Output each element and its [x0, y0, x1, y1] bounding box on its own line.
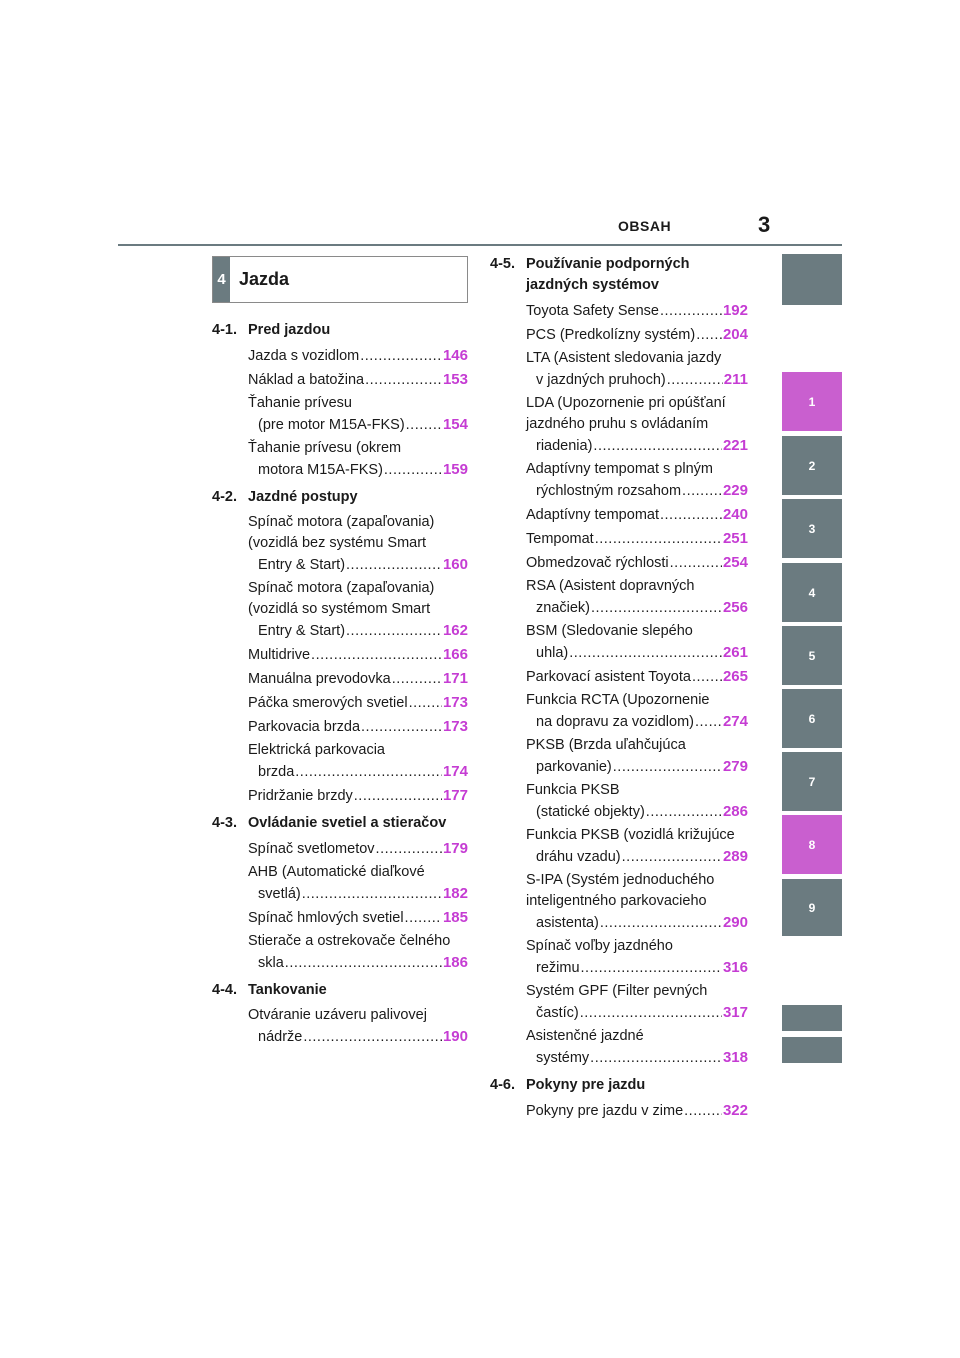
toc-entry[interactable]	[526, 735, 748, 778]
leader-dots	[581, 958, 722, 979]
toc-entry[interactable]	[248, 369, 468, 391]
chapter-tab[interactable]: 9	[782, 879, 842, 936]
toc-entry-text-line: Asistenčné jazdné	[526, 1028, 644, 1044]
toc-entry-text-line: Spínač motora (zapaľovania)	[248, 514, 435, 530]
toc-entry-last-line	[526, 1100, 748, 1122]
toc-entry-last-line	[526, 369, 748, 391]
toc-entry[interactable]	[526, 324, 748, 346]
toc-entry-label: (statické objekty)	[536, 804, 645, 820]
toc-page-link[interactable]: 146	[442, 347, 468, 364]
toc-entry-label: parkovanie)	[536, 759, 612, 775]
section-heading	[212, 256, 468, 303]
toc-entry-last-line	[526, 1002, 748, 1024]
toc-group-number: 4-3.	[212, 815, 237, 831]
toc-group	[212, 980, 468, 1048]
toc-page-link[interactable]: 279	[722, 758, 748, 775]
leader-dots	[360, 346, 442, 367]
toc-entry-label: asistenta)	[536, 915, 599, 931]
leader-dots	[580, 1003, 722, 1024]
toc-entry[interactable]	[526, 870, 748, 934]
leader-dots	[406, 415, 442, 436]
toc-group-heading	[212, 320, 468, 341]
chapter-tab[interactable]	[782, 1005, 842, 1031]
leader-dots	[361, 717, 442, 738]
section-title: Jazda	[239, 269, 290, 289]
toc-entry-last-line	[248, 345, 468, 367]
toc-entry-last-line	[526, 756, 748, 778]
toc-entry[interactable]	[526, 459, 748, 502]
page-header-title: OBSAH	[618, 218, 672, 234]
page-number: 3	[758, 212, 771, 237]
toc-entry-text-line: Funkcia RCTA (Upozornenie	[526, 692, 710, 708]
toc-page-link[interactable]: 190	[442, 1028, 468, 1045]
chapter-tab[interactable]: 3	[782, 499, 842, 558]
toc-entry[interactable]	[248, 668, 468, 690]
toc-group-heading	[212, 487, 468, 508]
toc-entry-text-line: (vozidlá bez systému Smart	[248, 535, 427, 551]
leader-dots	[593, 436, 722, 457]
toc-entry-label: Páčka smerových svetiel	[248, 695, 408, 711]
toc-page-link[interactable]: 159	[442, 461, 468, 478]
toc-entry[interactable]	[248, 393, 468, 436]
toc-entry-label: Tempomat	[526, 531, 594, 547]
toc-entry-last-line	[526, 666, 748, 688]
toc-entry-label: Toyota Safety Sense	[526, 303, 659, 319]
toc-entry[interactable]	[526, 1026, 748, 1069]
toc-page-link[interactable]: 256	[722, 599, 748, 616]
toc-entry-text-line: Systém GPF (Filter pevných	[526, 983, 708, 999]
leader-dots	[295, 762, 442, 783]
leader-dots	[569, 643, 722, 664]
toc-entry[interactable]	[248, 931, 468, 974]
toc-entry-last-line	[248, 369, 468, 391]
toc-entry-label: systémy	[536, 1050, 590, 1066]
toc-group	[212, 487, 468, 807]
toc-entry-label: Náklad a batožina	[248, 372, 365, 388]
leader-dots	[696, 325, 722, 346]
toc-entry-last-line	[248, 1026, 468, 1048]
toc-entry[interactable]	[526, 666, 748, 688]
toc-entry-last-line	[248, 414, 468, 436]
toc-entry[interactable]	[526, 504, 748, 526]
leader-dots	[392, 669, 442, 690]
leader-dots	[303, 1027, 442, 1048]
toc-entry-last-line	[248, 907, 468, 929]
toc-entry-label: Adaptívny tempomat	[526, 507, 659, 523]
toc-entry[interactable]	[248, 716, 468, 738]
toc-entry-last-line	[526, 1047, 748, 1069]
toc-page-link[interactable]: 192	[722, 302, 748, 319]
toc-entry-label: PCS (Predkolízny systém)	[526, 327, 696, 343]
toc-entry-label: Spínač hmlových svetiel	[248, 910, 404, 926]
toc-entry-last-line	[248, 644, 468, 666]
toc-group-title: Používanie podporných jazdných systémov	[526, 256, 690, 293]
toc-page-link[interactable]: 265	[722, 668, 748, 685]
leader-dots	[695, 712, 722, 733]
toc-page-link[interactable]: 289	[722, 848, 748, 865]
toc-entry-last-line	[526, 597, 748, 619]
toc-page-link[interactable]: 174	[442, 763, 468, 780]
leader-dots	[660, 301, 722, 322]
leader-dots	[384, 460, 442, 481]
chapter-tab[interactable]: 2	[782, 436, 842, 495]
leader-dots	[667, 370, 723, 391]
toc-entry[interactable]	[526, 1100, 748, 1122]
toc-group-number: 4-1.	[212, 322, 237, 338]
toc-group	[212, 813, 468, 974]
toc-group-title: Pokyny pre jazdu	[526, 1077, 646, 1093]
toc-group	[212, 320, 468, 481]
chapter-tab[interactable]	[782, 254, 842, 305]
leader-dots	[660, 505, 722, 526]
toc-entry-label: brzda	[258, 764, 295, 780]
toc-entry-text-line: Spínač motora (zapaľovania)	[248, 580, 435, 596]
toc-entry-last-line	[526, 300, 748, 322]
toc-entry-label: značiek)	[536, 600, 590, 616]
toc-page-link[interactable]: 274	[722, 713, 748, 730]
toc-entry-text-line: inteligentného parkovacieho	[526, 893, 707, 909]
leader-dots	[595, 529, 722, 550]
toc-entry-last-line	[248, 554, 468, 576]
toc-entry[interactable]	[526, 690, 748, 733]
toc-entry-label: v jazdných pruhoch)	[536, 372, 666, 388]
toc-page-link[interactable]: 318	[722, 1049, 748, 1066]
toc-entry[interactable]	[248, 438, 468, 481]
toc-entry[interactable]	[248, 1005, 468, 1048]
toc-entry-last-line	[248, 785, 468, 807]
toc-group-title: Tankovanie	[248, 982, 327, 998]
toc-page-link[interactable]: 153	[442, 371, 468, 388]
toc-entry-text-line: PKSB (Brzda uľahčujúca	[526, 737, 686, 753]
toc-entry-text-line: Adaptívny tempomat s plným	[526, 461, 713, 477]
toc-entry-text-line: Ťahanie prívesu (okrem	[248, 440, 402, 456]
toc-entry-label: Manuálna prevodovka	[248, 671, 391, 687]
toc-entry-last-line	[526, 912, 748, 934]
toc-page-link[interactable]: 173	[442, 694, 468, 711]
leader-dots	[646, 802, 722, 823]
toc-entry-last-line	[526, 711, 748, 733]
toc-entry-text-line: LTA (Asistent sledovania jazdy	[526, 350, 722, 366]
toc-entry-label: častíc)	[536, 1005, 579, 1021]
toc-page-link[interactable]: 186	[442, 954, 468, 971]
leader-dots	[311, 645, 442, 666]
toc-entry-text-line: jazdného pruhu s ovládaním	[526, 416, 709, 432]
toc-column-right	[490, 254, 748, 1128]
toc-entry-text-line: Funkcia PKSB	[526, 782, 620, 798]
chapter-tab[interactable]: 8	[782, 815, 842, 874]
toc-entry-label: Parkovacia brzda	[248, 719, 361, 735]
toc-entry[interactable]	[526, 528, 748, 550]
toc-entry-label: Spínač svetlometov	[248, 841, 375, 857]
toc-entry-label: Obmedzovač rýchlosti	[526, 555, 669, 571]
chapter-tab[interactable]: 7	[782, 752, 842, 811]
toc-entry-label: Multidrive	[248, 647, 311, 663]
toc-entry-label: Jazda s vozidlom	[248, 348, 360, 364]
toc-entry-label: Parkovací asistent Toyota	[526, 669, 691, 685]
toc-group-heading	[212, 813, 468, 834]
toc-entry-last-line	[248, 668, 468, 690]
toc-page-link[interactable]: 204	[722, 326, 748, 343]
chapter-tab[interactable]	[782, 1037, 842, 1063]
leader-dots	[622, 847, 722, 868]
toc-entry-label: Entry & Start)	[258, 557, 346, 573]
toc-entry-label: motora M15A-FKS)	[258, 462, 383, 478]
toc-entry-label: (pre motor M15A-FKS)	[258, 417, 405, 433]
toc-entry-label: skla	[258, 955, 284, 971]
toc-entry-text-line: LDA (Upozornenie pri opúšťaní	[526, 395, 726, 411]
leader-dots	[302, 884, 442, 905]
toc-entry-last-line	[526, 504, 748, 526]
toc-entry[interactable]	[526, 825, 748, 868]
leader-dots	[376, 839, 442, 860]
toc-page-link[interactable]: 171	[442, 670, 468, 687]
toc-page-link[interactable]: 173	[442, 718, 468, 735]
toc-group-title: Jazdné postupy	[248, 489, 358, 505]
toc-page-link[interactable]: 177	[442, 787, 468, 804]
toc-page-link[interactable]: 290	[722, 914, 748, 931]
chapter-tab[interactable]: 1	[782, 372, 842, 431]
chapter-tab[interactable]: 4	[782, 563, 842, 622]
toc-entry-text-line: Stierače a ostrekovače čelného	[248, 933, 451, 949]
toc-entry-label: uhla)	[536, 645, 569, 661]
leader-dots	[600, 913, 722, 934]
toc-entry-last-line	[248, 761, 468, 783]
toc-entry-label: svetlá)	[258, 886, 301, 902]
toc-page-link[interactable]: 160	[442, 556, 468, 573]
toc-entry-label: na dopravu za vozidlom)	[536, 714, 694, 730]
toc-entry-last-line	[248, 838, 468, 860]
toc-entry-text-line: AHB (Automatické diaľkové	[248, 864, 425, 880]
toc-entry-label: Pokyny pre jazdu v zime	[526, 1103, 684, 1119]
toc-entry-label: režimu	[536, 960, 580, 976]
toc-entry[interactable]	[248, 907, 468, 929]
toc-entry-last-line	[526, 957, 748, 979]
toc-entry-last-line	[248, 883, 468, 905]
leader-dots	[684, 1101, 722, 1122]
toc-entry[interactable]	[526, 981, 748, 1024]
toc-entry[interactable]	[248, 785, 468, 807]
toc-entry[interactable]	[526, 552, 748, 574]
toc-entry-label: riadenia)	[536, 438, 593, 454]
toc-entry[interactable]	[526, 393, 748, 457]
toc-group	[490, 254, 748, 1069]
toc-page-link[interactable]: 251	[722, 530, 748, 547]
toc-page-link[interactable]: 316	[722, 959, 748, 976]
leader-dots	[682, 481, 722, 502]
toc-column-left	[212, 320, 468, 1054]
toc-entry[interactable]	[526, 576, 748, 619]
toc-entry-last-line	[248, 716, 468, 738]
toc-entry[interactable]	[248, 644, 468, 666]
leader-dots	[613, 757, 722, 778]
toc-entry-last-line	[248, 952, 468, 974]
toc-entry[interactable]	[526, 348, 748, 391]
toc-group-heading	[490, 1075, 748, 1096]
leader-dots	[670, 553, 722, 574]
toc-page-link[interactable]: 154	[442, 416, 468, 433]
toc-page-link[interactable]: 166	[442, 646, 468, 663]
toc-page-link[interactable]: 182	[442, 885, 468, 902]
toc-entry[interactable]	[248, 838, 468, 860]
leader-dots	[346, 555, 442, 576]
toc-entry-last-line	[526, 435, 748, 457]
leader-dots	[365, 370, 442, 391]
toc-page-link[interactable]: 240	[722, 506, 748, 523]
toc-entry[interactable]	[248, 740, 468, 783]
leader-dots	[692, 667, 722, 688]
toc-entry-text-line: (vozidlá so systémom Smart	[248, 601, 431, 617]
toc-entry[interactable]	[526, 780, 748, 823]
toc-entry-label: Pridržanie brzdy	[248, 788, 353, 804]
toc-group	[490, 1075, 748, 1122]
section-number: 4	[213, 257, 230, 302]
leader-dots	[285, 953, 442, 974]
toc-group-title: Ovládanie svetiel a stieračov	[248, 815, 447, 831]
toc-entry-text-line: Funkcia PKSB (vozidlá križujúce	[526, 827, 735, 843]
toc-entry-last-line	[526, 846, 748, 868]
toc-entry[interactable]	[248, 692, 468, 714]
toc-page-link[interactable]: 229	[722, 482, 748, 499]
toc-page-link[interactable]: 286	[722, 803, 748, 820]
leader-dots	[405, 908, 442, 929]
toc-entry-last-line	[526, 324, 748, 346]
toc-entry[interactable]	[526, 300, 748, 322]
toc-entry[interactable]	[526, 936, 748, 979]
leader-dots	[346, 621, 442, 642]
toc-page-link[interactable]: 211	[723, 371, 748, 388]
toc-group-number: 4-2.	[212, 489, 237, 505]
toc-group-number: 4-4.	[212, 982, 237, 998]
toc-group-number: 4-5.	[490, 256, 515, 272]
toc-entry[interactable]	[526, 621, 748, 664]
toc-entry-text-line: Elektrická parkovacia	[248, 742, 385, 758]
toc-page-link[interactable]: 179	[442, 840, 468, 857]
toc-entry-label: Entry & Start)	[258, 623, 346, 639]
toc-page-link[interactable]: 322	[722, 1102, 748, 1119]
toc-page-link[interactable]: 254	[722, 554, 748, 571]
toc-entry-last-line	[248, 692, 468, 714]
toc-entry-text-line: Spínač voľby jazdného	[526, 938, 673, 954]
toc-page-link[interactable]: 185	[442, 909, 468, 926]
toc-entry-text-line: Ťahanie prívesu	[248, 395, 352, 411]
header-divider	[118, 244, 842, 246]
toc-entry-last-line	[526, 801, 748, 823]
leader-dots	[590, 1048, 722, 1069]
leader-dots	[409, 693, 442, 714]
leader-dots	[354, 786, 442, 807]
leader-dots	[591, 598, 722, 619]
toc-page-link[interactable]: 162	[442, 622, 468, 639]
toc-group-title: Pred jazdou	[248, 322, 331, 338]
toc-group-heading	[212, 980, 468, 1001]
toc-entry[interactable]	[248, 512, 468, 576]
toc-entry-last-line	[526, 552, 748, 574]
toc-group-number: 4-6.	[490, 1077, 515, 1093]
toc-entry-label: nádrže	[258, 1029, 303, 1045]
toc-entry-label: dráhu vzadu)	[536, 849, 621, 865]
toc-entry-text-line: BSM (Sledovanie slepého	[526, 623, 693, 639]
toc-page-link[interactable]: 317	[722, 1004, 748, 1021]
chapter-tab[interactable]: 6	[782, 689, 842, 748]
toc-entry-text-line: Otváranie uzáveru palivovej	[248, 1007, 427, 1023]
toc-entry-label: rýchlostným rozsahom	[536, 483, 682, 499]
chapter-tab[interactable]: 5	[782, 626, 842, 685]
toc-entry-last-line	[526, 642, 748, 664]
toc-entry[interactable]	[248, 862, 468, 905]
toc-entry-last-line	[248, 459, 468, 481]
toc-page-link[interactable]: 221	[722, 437, 748, 454]
toc-entry[interactable]	[248, 345, 468, 367]
toc-entry-text-line: RSA (Asistent dopravných	[526, 578, 695, 594]
toc-entry-last-line	[526, 480, 748, 502]
toc-group-heading	[490, 254, 748, 296]
toc-page-link[interactable]: 261	[722, 644, 748, 661]
toc-entry-last-line	[526, 528, 748, 550]
toc-entry-text-line: S-IPA (Systém jednoduchého	[526, 872, 715, 888]
toc-entry-last-line	[248, 620, 468, 642]
toc-entry[interactable]	[248, 578, 468, 642]
